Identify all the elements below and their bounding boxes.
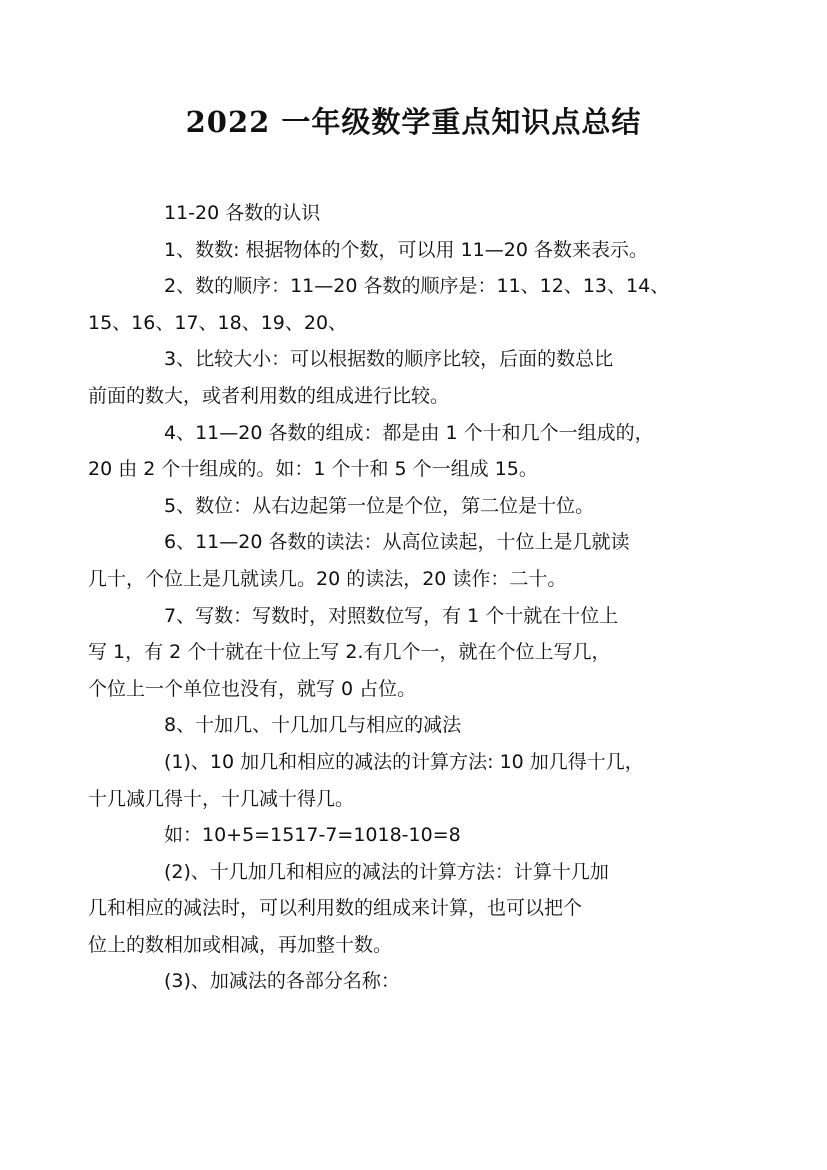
text-line: (3)、加减法的各部分名称：: [164, 970, 400, 993]
text-line: 11-20 各数的认识: [164, 202, 321, 224]
paragraph-part-names: [126, 963, 716, 1000]
text-line: 写 1，有 2 个十就在十位上写 2.有几个一，就在个位上写几，: [88, 641, 611, 664]
paragraph-reading-numbers: [88, 524, 716, 597]
text-line: (2)、十几加几和相应的减法的计算方法：计算十几加: [164, 860, 609, 883]
text-line: 1、数数: 根据物体的个数，可以用 11—20 各数来表示。: [164, 238, 648, 261]
text-line: 7、写数：写数时，对照数位写，有 1 个十就在十位上: [164, 604, 619, 627]
text-line: (1)、10 加几和相应的减法的计算方法: 10 加几得十几，: [164, 750, 644, 773]
paragraph-writing-numbers: [88, 598, 716, 708]
text-line: 前面的数大，或者利用数的组成进行比较。: [88, 384, 450, 407]
paragraph-compare-size: [88, 341, 716, 414]
text-line: 如：10+5=1517-7=1018-10=8: [164, 824, 461, 847]
paragraph-counting: [126, 232, 716, 269]
text-line: 20 由 2 个十组成的。如：1 个十和 5 个一组成 15。: [88, 458, 538, 481]
paragraph-teens-plus-method: [88, 854, 716, 964]
text-line: 位上的数相加或相减，再加整十数。: [88, 933, 393, 956]
text-line: 4、11—20 各数的组成：都是由 1 个十和几个一组成的，: [164, 421, 654, 444]
paragraph-number-order: [88, 268, 716, 341]
text-line: 2、数的顺序：11—20 各数的顺序是：11、12、13、14、: [164, 275, 670, 298]
paragraph-section-heading: [126, 195, 716, 232]
text-line: 5、数位：从右边起第一位是个位，第二位是十位。: [164, 494, 595, 517]
text-line: 6、11—20 各数的读法：从高位读起，十位上是几就读: [164, 531, 630, 554]
paragraph-addition-subtraction-heading: [126, 707, 716, 744]
text-line: 十几减几得十，十几减十得几。: [88, 787, 355, 810]
text-line: 3、比较大小：可以根据数的顺序比较，后面的数总比: [164, 348, 614, 371]
paragraph-composition: [88, 415, 716, 488]
paragraph-example: [126, 817, 716, 854]
paragraph-ten-plus-method: [88, 744, 716, 817]
document-body: [88, 195, 716, 1000]
text-line: 15、16、17、18、19、20、: [88, 311, 348, 334]
text-line: 几和相应的减法时，可以利用数的组成来计算，也可以把个: [88, 897, 583, 920]
document-title: 2022 一年级数学重点知识点总结: [185, 105, 642, 139]
text-line: 8、十加几、十几加几与相应的减法: [164, 714, 462, 737]
text-line: 个位上一个单位也没有，就写 0 占位。: [88, 677, 417, 700]
paragraph-place-value: [126, 488, 716, 525]
text-line: 几十，个位上是几就读几。20 的读法，20 读作：二十。: [88, 567, 567, 590]
